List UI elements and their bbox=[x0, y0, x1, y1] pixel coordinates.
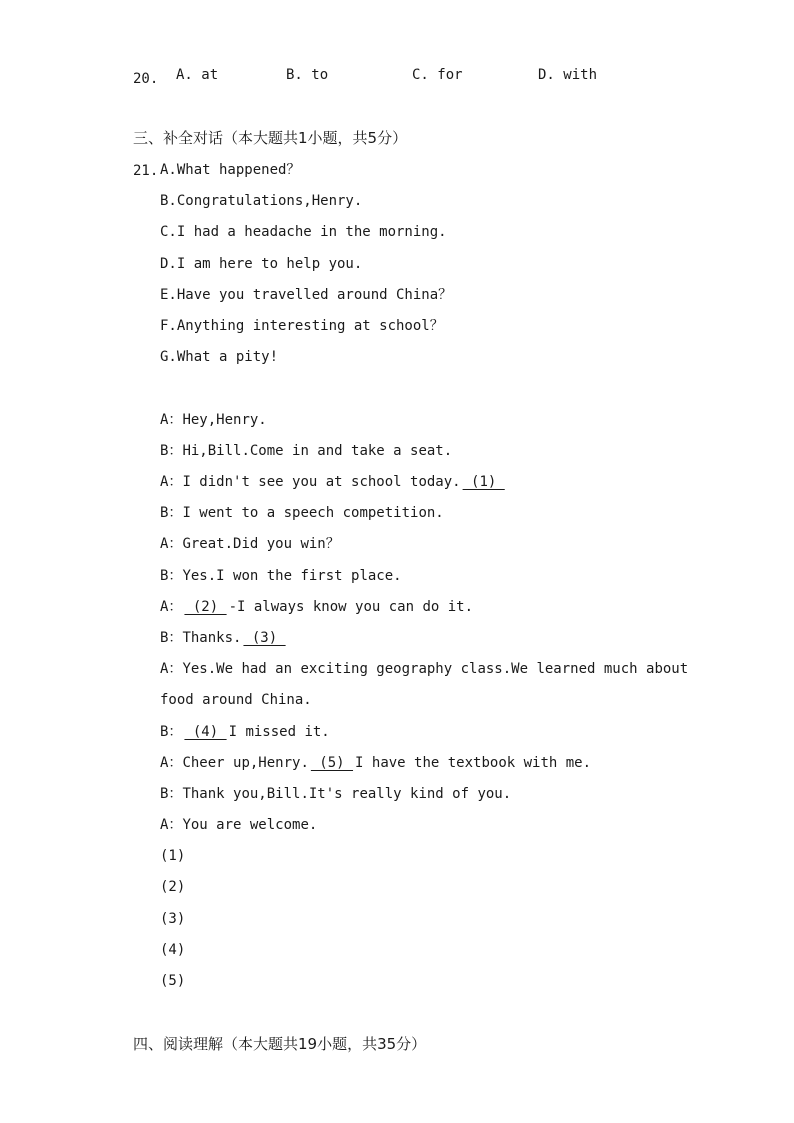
blank-2[interactable]: (2) bbox=[184, 599, 227, 615]
blank-3[interactable]: (3) bbox=[243, 630, 286, 646]
dialogue-line: B：Yes.I won the first place. bbox=[160, 568, 402, 584]
section-3-title: 三、补全对话（本大题共1小题，共5分） bbox=[133, 129, 408, 147]
dialogue-line: A：Great.Did you win？ bbox=[160, 536, 340, 552]
answer-slot-1[interactable]: (1) bbox=[160, 848, 186, 864]
answer-slot-5[interactable]: (5) bbox=[160, 973, 186, 989]
choice-a: A.What happened？ bbox=[160, 162, 301, 178]
dialogue-line: A：Cheer up,Henry. (5) I have the textbook with me. bbox=[160, 755, 592, 771]
question-number: 21. bbox=[133, 163, 159, 179]
dialogue-line: B：I went to a speech competition. bbox=[160, 505, 444, 521]
choice-b: B.Congratulations,Henry. bbox=[160, 193, 363, 209]
option-d: D. with bbox=[538, 67, 598, 83]
section-4-title: 四、阅读理解（本大题共19小题，共35分） bbox=[133, 1035, 427, 1053]
option-b: B. to bbox=[286, 67, 329, 83]
choice-g: G.What a pity! bbox=[160, 349, 279, 365]
dialogue-line: B：Thank you,Bill.It's really kind of you. bbox=[160, 786, 512, 802]
choice-f: F.Anything interesting at school？ bbox=[160, 318, 444, 334]
choice-d: D.I am here to help you. bbox=[160, 256, 363, 272]
dialogue-line: A：I didn't see you at school today. (1) bbox=[160, 474, 505, 490]
choice-c: C.I had a headache in the morning. bbox=[160, 224, 447, 240]
dialogue-line: A：Hey,Henry. bbox=[160, 412, 267, 428]
blank-4[interactable]: (4) bbox=[184, 724, 227, 740]
dialogue-line: B： (4) I missed it. bbox=[160, 724, 330, 740]
dialogue-line: B：Hi,Bill.Come in and take a seat. bbox=[160, 443, 453, 459]
answer-slot-2[interactable]: (2) bbox=[160, 879, 186, 895]
choice-e: E.Have you travelled around China？ bbox=[160, 287, 453, 303]
dialogue-line: A：You are welcome. bbox=[160, 817, 318, 833]
question-number: 20. bbox=[133, 71, 159, 87]
option-c: C. for bbox=[412, 67, 463, 83]
dialogue-line: A： (2) -I always know you can do it. bbox=[160, 599, 474, 615]
blank-5[interactable]: (5) bbox=[310, 755, 354, 771]
answer-slot-3[interactable]: (3) bbox=[160, 911, 186, 927]
dialogue-line: B：Thanks. (3) bbox=[160, 630, 286, 646]
dialogue-line: A：Yes.We had an exciting geography class.We learned much about bbox=[160, 661, 689, 677]
option-a: A. at bbox=[176, 67, 219, 83]
dialogue-line: food around China. bbox=[160, 692, 312, 708]
blank-1[interactable]: (1) bbox=[462, 474, 505, 490]
answer-slot-4[interactable]: (4) bbox=[160, 942, 186, 958]
